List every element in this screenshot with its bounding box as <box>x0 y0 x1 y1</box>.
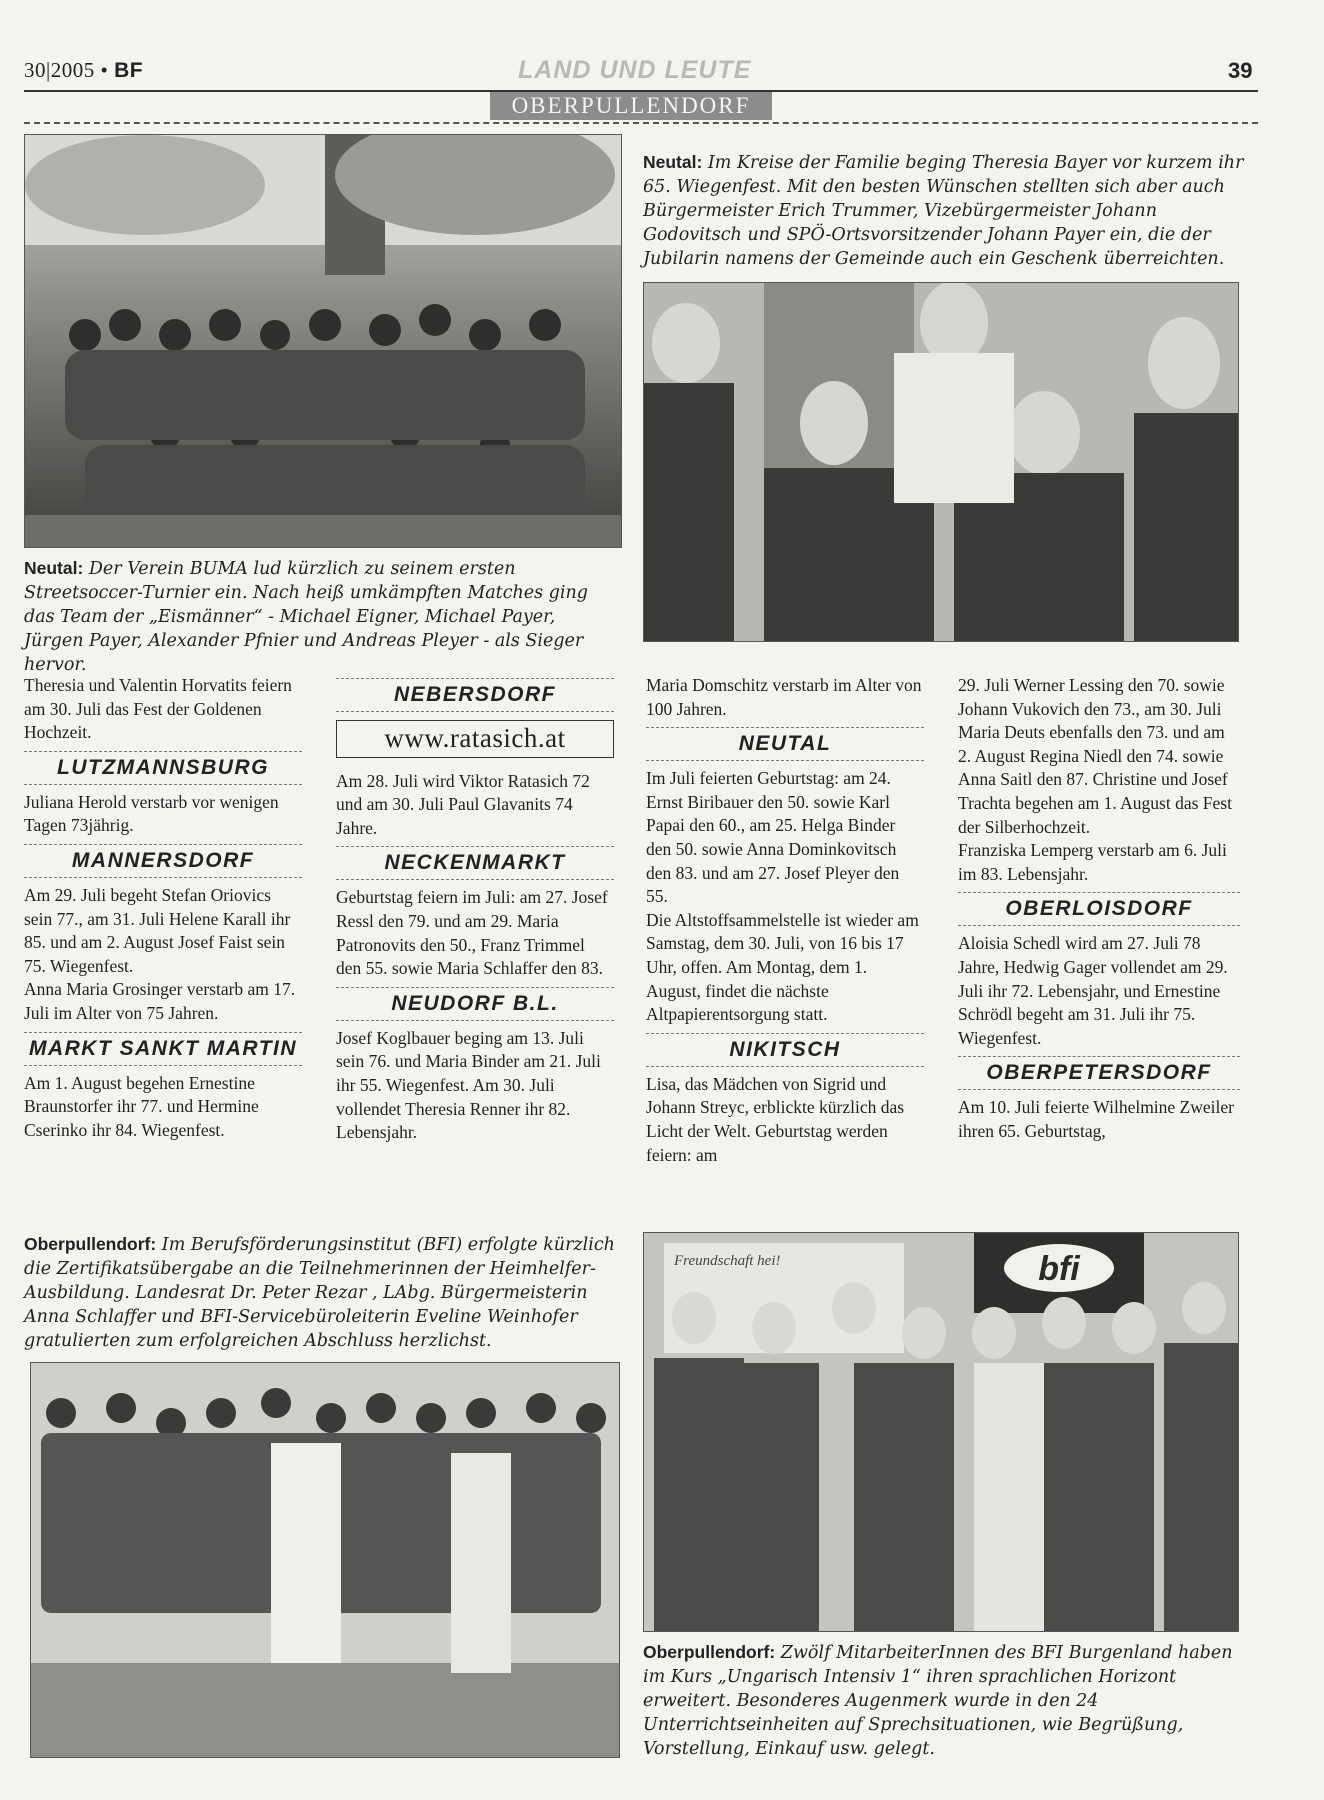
heading-oberloisdorf: OBERLOISDORF <box>958 892 1240 926</box>
article-text: Geburtstag feiern im Juli: am 27. Josef Ressl den 79. und am 29. Maria Patronovits den 50., Franz Trimmel den 55. sowie Maria Schlaffer den 83. <box>336 887 608 979</box>
heading-markt-sankt-martin: MARKT SANKT MARTIN <box>24 1032 302 1066</box>
board-note: Freundschaft hei! <box>674 1253 781 1269</box>
heading-oberpetersdorf: OBERPETERSDORF <box>958 1056 1240 1090</box>
caption-soccer <box>24 556 620 677</box>
column-1 <box>24 674 302 1142</box>
header-dashed-rule <box>24 122 1258 124</box>
heading-lutzmannsburg: LUTZMANNSBURG <box>24 751 302 785</box>
header-bullet: • <box>100 58 109 82</box>
page-number: 39 <box>1228 58 1253 83</box>
issue-number: 30|2005 <box>24 58 95 82</box>
caption-text: Der Verein BUMA lud kürzlich zu seinem ersten Streetsoccer-Turnier ein. Nach heiß umkämpften Matches ging das Team der „Eismänner“ - Michael Eigner, Michael Payer, Jürgen Payer, Alexander Pfnier und Andreas Pleyer - als Sieger hervor. <box>24 559 588 675</box>
photo-birthday <box>643 282 1239 642</box>
paper-name: BF <box>114 59 144 82</box>
issue-label <box>24 58 143 83</box>
heading-nebersdorf: NEBERSDORF <box>336 678 614 712</box>
caption-text: Im Kreise der Familie beging Theresia Bayer vor kurzem ihr 65. Wiegenfest. Mit den besten Wünschen stellten sich aber auch Bürgermeister Erich Trummer, Vizebürgermeister Johann Godovitsch und SPÖ-Ortsvorsitzender Johann Payer ein, die der Jubilarin namens der Gemeinde auch ein Geschenk überreichten. <box>643 153 1244 269</box>
caption-text: Zwölf MitarbeiterInnen des BFI Burgenland haben im Kurs „Ungarisch Intensiv 1“ ihren sprachlichen Horizont erweitert. Besonderes Augenmerk wurde in den 24 Unterrichtseinheiten auf Sprechsituationen, wie Begrüßung, Vorstellung, Einkauf usw. gelegt. <box>643 1643 1233 1759</box>
heading-neutal: NEUTAL <box>646 727 924 761</box>
heading-nikitsch: NIKITSCH <box>646 1033 924 1067</box>
photo-bfi-course <box>643 1232 1239 1632</box>
caption-birthday <box>643 150 1258 271</box>
section-title: LAND UND LEUTE <box>518 56 752 84</box>
heading-neudorf: NEUDORF B.L. <box>336 987 614 1021</box>
ad-ratasich: www.ratasich.at <box>336 720 614 758</box>
caption-location: Oberpullendorf: <box>643 1642 776 1662</box>
bfi-logo: bfi <box>1038 1250 1080 1288</box>
article-text: Am 1. August begehen Ernestine Braunstorfer ihr 77. und Hermine Cserinko ihr 84. Wiegenfest. <box>24 1072 259 1140</box>
region-banner: OBERPULLENDORF <box>490 92 772 120</box>
article-text: Am 10. Juli feierte Wilhelmine Zweiler ihren 65. Geburtstag, <box>958 1097 1234 1141</box>
caption-location: Neutal: <box>24 558 84 578</box>
column-3 <box>646 674 924 1167</box>
article-text: Juliana Herold verstarb vor wenigen Tagen 73jährig. <box>24 791 279 836</box>
article-text: Am 29. Juli begeht Stefan Oriovics sein 77., am 31. Juli Helene Karall ihr 85. und am 2. August Josef Faist sein 75. Wiegenfest. <box>24 884 291 976</box>
caption-location: Oberpullendorf: <box>24 1234 157 1254</box>
caption-location: Neutal: <box>643 152 703 172</box>
article-text: Anna Maria Grosinger verstarb am 17. Juli im Alter von 75 Jahren. <box>24 979 296 1023</box>
article-text: Lisa, das Mädchen von Sigrid und Johann Streyc, erblickte kürzlich das Licht der Welt. Geburtstag werden feiern: am <box>646 1073 905 1165</box>
heading-neckenmarkt: NECKENMARKT <box>336 846 614 880</box>
caption-bfi-certificates <box>24 1232 620 1353</box>
caption-text: Im Berufsförderungsinstitut (BFI) erfolgte kürzlich die Zertifikatsübergabe an die Teilnehmerinnen der Heimhelfer-Ausbildung. Landesrat Dr. Peter Rezar , LAbg. Bürgermeisterin Anna Schlaffer und BFI-Servicebüroleiterin Eveline Weinhofer gratulierten zum erfolgreichen Abschluss herzlichst. <box>24 1235 615 1351</box>
heading-mannersdorf: MANNERSDORF <box>24 844 302 878</box>
caption-bfi-course <box>643 1640 1258 1761</box>
column-4 <box>958 674 1240 1144</box>
column-2 <box>336 674 614 1145</box>
article-text: Maria Domschitz verstarb im Alter von 100 Jahren. <box>646 675 922 719</box>
article-text: Aloisia Schedl wird am 27. Juli 78 Jahre, Hedwig Gager vollendet am 29. Juli ihr 72. Lebensjahr, und Ernestine Schrödl begeht am 31. Juli ihr 75. Wiegenfest. <box>958 933 1228 1048</box>
article-text: Am 28. Juli wird Viktor Ratasich 72 und am 30. Juli Paul Glavanits 74 Jahre. <box>336 770 590 838</box>
article-text: Theresia und Valentin Horvatits feiern am 30. Juli das Fest der Goldenen Hochzeit. <box>24 675 292 743</box>
article-text: Die Altstoffsammelstelle ist wieder am Samstag, dem 30. Juli, von 16 bis 17 Uhr, offen. Am Montag, dem 1. August, findet die nächste Altpapierentsorgung statt. <box>646 909 919 1025</box>
article-text: Franziska Lemperg verstarb am 6. Juli im 83. Lebensjahr. <box>958 840 1227 884</box>
photo-soccer-team <box>24 134 622 548</box>
article-text: Im Juli feierten Geburtstag: am 24. Ernst Biribauer den 50. sowie Karl Papai den 60., am 25. Helga Binder den 50. sowie Anna Dominkovitsch den 83. und am 27. Josef Pleyer den 55. <box>646 768 900 907</box>
article-text: Josef Koglbauer beging am 13. Juli sein 76. und Maria Binder am 21. Juli ihr 55. Wiegenfest. Am 30. Juli vollendet Theresia Renner ihr 82. Lebensjahr. <box>336 1027 601 1143</box>
article-text: 29. Juli Werner Lessing den 70. sowie Johann Vukovich den 73., am 30. Juli Maria Deuts ebenfalls den 73. und am 2. August Regina Niedl den 74. sowie Anna Saitl den 87. Christine und Josef Trachta begehen am 1. August das Fest der Silberhochzeit. <box>958 675 1232 837</box>
photo-bfi-group <box>30 1362 620 1758</box>
